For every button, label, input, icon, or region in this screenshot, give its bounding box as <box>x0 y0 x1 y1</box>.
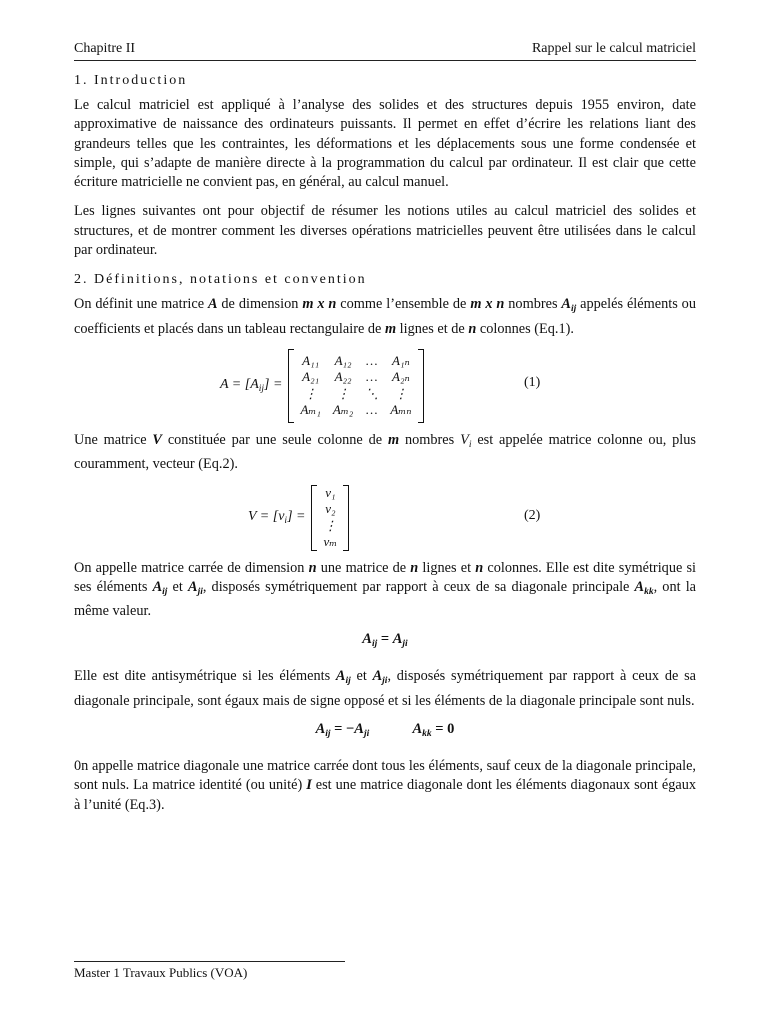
right-bracket <box>418 349 424 423</box>
paragraph-column-vector: Une matrice V constituée par une seule colonne de m nombres $V_i$ est appelée matrice colonne ou, plus couramment, vecteur (Eq.2). <box>74 431 696 473</box>
vector-V-cells <box>317 485 343 551</box>
vector-V: $V = [v_i]$ = v₁ v₂ ⋮ vₘ <box>248 485 349 551</box>
paragraph-matrix-definition: On définit une matrice A de dimension m x n comme l’ensemble de m x n nombres $A_{ij}$ appelés éléments ou coefficients et placés dans un tableau rectangulaire de m lignes et de n colonnes (Eq.1). <box>74 296 696 337</box>
vector-cell: v₂ <box>325 501 336 517</box>
matrix-cell: ⋮ <box>304 385 318 401</box>
matrix-A: $A = [A_{ij}]$ = A₁₁ A₁₂ … A₁ₙ A₂₁ A₂₂ … A₂ₙ ⋮ ⋮ ⋱ ⋮ Aₘ₁ Aₘ₂ … Aₘₙ <box>220 349 424 423</box>
matrix-cell: ⋮ <box>394 385 408 401</box>
equation-1 <box>74 349 696 423</box>
matrix-cell: ⋮ <box>336 385 350 401</box>
vector-cell: ⋮ <box>323 517 337 533</box>
paragraph-square-matrix: On appelle matrice carrée de dimension n une matrice de n lignes et n colonnes. Elle est dite symétrique si ses éléments $A_{ij}$ et $A_{ji}$, disposés symétriquement par rapport à ceux de sa diagonale principale $A_{kk}$, ont la même valeur. <box>74 559 697 620</box>
paragraph-antisymmetric: Elle est dite antisymétrique si les éléments $A_{ij}$ et $A_{ji}$, disposés symétriquement par rapport à ceux de sa diagonale principale, sont égaux mais de signe opposé et si les éléments de la diagonale principale sont nuls. <box>74 668 697 709</box>
section-heading-introduction: 1. Introduction <box>74 73 188 88</box>
section-heading-definitions: 2. Définitions, notations et convention <box>74 272 367 288</box>
chapter-title: Rappel sur le calcul matriciel <box>531 41 696 56</box>
equation-number-2: (2) <box>524 507 541 523</box>
matrix-cell: A₁ₙ <box>392 352 410 368</box>
paragraph-intro: Le calcul matriciel est appliqué à l’analyse des solides et des structures depuis 1955 environ, date approximative de naissance des ordinateurs puissants. Il permet en effet d’écrire les relations liant des grandeurs telles que les contraintes, les déformations et les déplacements sous une forme condensée et simple, qui s’adapte de manière directe à la programmation du calcul par ordinateur. Il est clair que cette écriture matricielle ne convient pas, en général, au calcul manuel. <box>74 97 696 191</box>
matrix-cell: Aₘₙ <box>390 402 412 418</box>
matrix-cell: A₁₁ <box>302 352 320 368</box>
page-footer: Master 1 Travaux Publics (VOA) <box>74 961 345 981</box>
equation-symmetric: $A_{ij} = A_{ji}$ <box>362 631 408 650</box>
equation-2 <box>74 485 696 551</box>
page <box>74 40 696 825</box>
page-header <box>74 40 696 61</box>
matrix-cell: Aₘ₁ <box>300 402 321 418</box>
matrix-cell: A₂₁ <box>302 369 320 385</box>
paragraph-diagonal-matrix: 0n appelle matrice diagonale une matrice carrée dont tous les éléments, sauf ceux de la diagonale principale, sont nuls. La matrice identité (ou unité) I est une matrice diagonale dont les éléments diagonaux sont égaux à l’unité (Eq.3). <box>74 758 697 813</box>
matrix-cell: … <box>366 369 378 385</box>
vector-cell: v₁ <box>325 484 336 500</box>
equation-antisymmetric: $A_{ij} = -A_{ji}$ $A_{kk} = 0$ <box>315 721 455 740</box>
matrix-cell: Aₘ₂ <box>332 402 354 418</box>
matrix-A-cells <box>294 353 417 419</box>
matrix-cell: A₁₂ <box>334 352 352 368</box>
matrix-cell: A₂ₙ <box>392 369 410 385</box>
matrix-cell: ⋱ <box>365 385 379 401</box>
vector-cell: vₘ <box>323 534 338 550</box>
right-bracket <box>343 485 349 551</box>
equation-number-1: (1) <box>524 374 541 390</box>
chapter-label: Chapitre II <box>74 41 136 56</box>
paragraph-objective: Les lignes suivantes ont pour objectif de résumer les notions utiles au calcul matriciel des solides et structures, et de montrer comment les diverses opérations matricielles peuvent être utilisées dans le calcul par ordinateur. <box>74 203 696 259</box>
matrix-cell: … <box>366 352 378 368</box>
matrix-cell: A₂₂ <box>334 369 352 385</box>
matrix-cell: … <box>366 402 378 418</box>
